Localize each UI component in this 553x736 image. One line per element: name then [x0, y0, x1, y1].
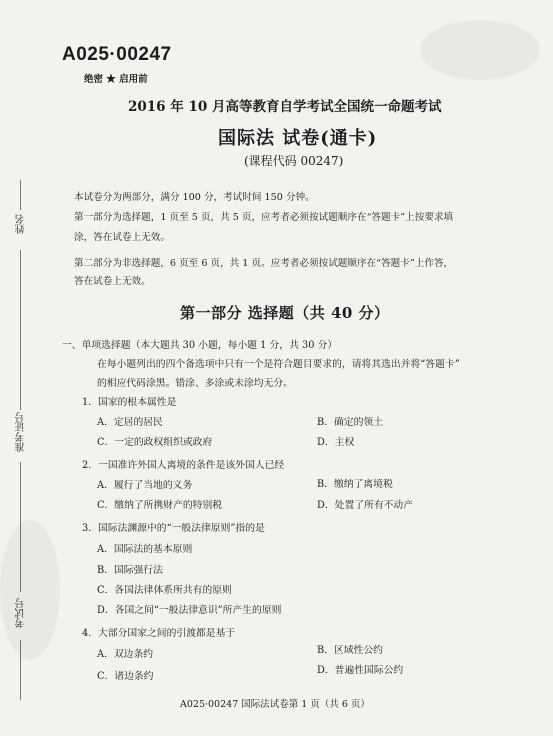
course-code: (课程代码 00247) [244, 154, 344, 168]
margin-line [20, 250, 21, 410]
option-b: B．国际强行法 [97, 565, 163, 576]
option-b: B．区域性公约 [317, 645, 383, 656]
margin-line [20, 180, 21, 210]
option-a: A．履行了当地的义务 [97, 480, 193, 491]
margin-line [20, 462, 21, 592]
instruction-line: 答在试卷上无效。 [74, 276, 151, 287]
section-note: 的相应代码涂黑。错涂、多涂或未涂均无分。 [97, 378, 293, 389]
ticket-number-label: 准考证号 [16, 412, 27, 452]
option-d: D．处置了所有不动产 [317, 500, 414, 511]
option-a: A．定居的居民 [97, 417, 163, 428]
scan-smudge [420, 20, 540, 80]
option-c: C．各国法律体系所共有的原则 [97, 585, 232, 596]
option-d: D．主权 [317, 437, 355, 448]
seat-number-label: 考试号 [16, 598, 27, 628]
option-b: B．确定的领土 [317, 417, 383, 428]
margin-line [20, 640, 21, 700]
question-stem: 3．国际法渊源中的“一般法律原则”指的是 [82, 523, 265, 534]
option-b: B．缴纳了离境税 [317, 479, 393, 490]
instruction-line: 第一部分为选择题，1 页至 5 页，共 5 页，应考者必须按试题顺序在“答题卡”上按要求填 [74, 212, 454, 223]
paper-code: A025·00247 [62, 44, 172, 65]
scan-smudge [0, 520, 60, 660]
question-stem: 4．大部分国家之间的引渡都是基于 [82, 628, 236, 639]
question-stem: 2．一国准许外国人离境的条件是该外国人已经 [82, 460, 285, 471]
section-heading: 一、单项选择题（本大题共 30 小题，每小题 1 分，共 30 分） [62, 340, 338, 351]
instruction-line: 涂，答在试卷上无效。 [74, 232, 170, 243]
part-one-title: 第一部分 选择题（共 40 分） [180, 304, 390, 322]
option-a: A．国际法的基本原则 [97, 544, 193, 555]
exam-title: 2016 年 10 月高等教育自学考试全国统一命题考试 [128, 99, 442, 115]
question-stem: 1．国家的根本属性是 [82, 397, 177, 408]
instruction-line: 第二部分为非选择题，6 页至 6 页，共 1 页。应考者必须按试题顺序在“答题卡”上作答， [74, 258, 454, 269]
confidential-label: 绝密 ★ 启用前 [84, 74, 148, 85]
instruction-line: 本试卷分为两部分，满分 100 分，考试时间 150 分钟。 [74, 192, 315, 203]
option-d: D．各国之间“一般法律意识”所产生的原则 [97, 605, 282, 616]
option-c: C．一定的政权组织或政府 [97, 437, 213, 448]
option-c: C．缴纳了所携财产的特别税 [97, 500, 223, 511]
page-footer: A025·00247 国际法试卷第 1 页（共 6 页） [180, 699, 370, 710]
option-a: A．双边条约 [97, 649, 154, 660]
name-label: 姓名 [16, 214, 27, 234]
subject-title: 国际法 试卷(通卡) [218, 128, 378, 149]
option-c: C．诸边条约 [97, 671, 154, 682]
section-note: 在每小题列出的四个备选项中只有一个是符合题目要求的，请将其选出并将“答题卡” [97, 359, 460, 370]
option-d: D．普遍性国际公约 [317, 665, 404, 676]
